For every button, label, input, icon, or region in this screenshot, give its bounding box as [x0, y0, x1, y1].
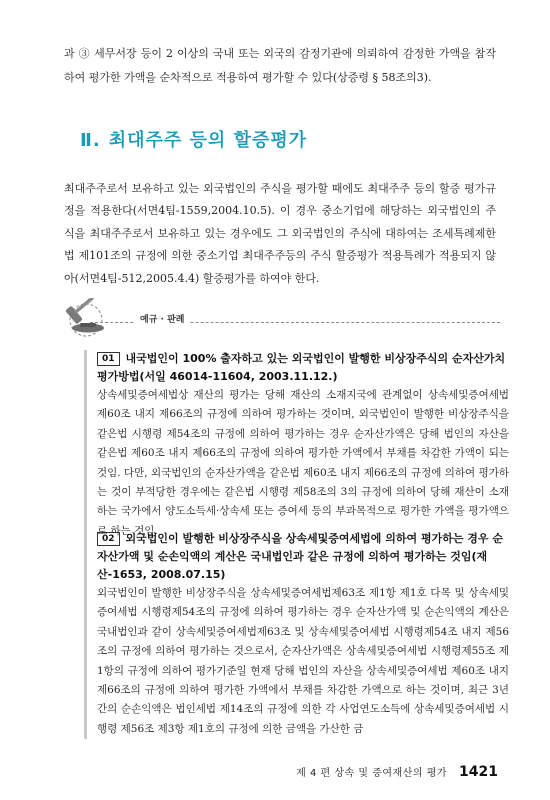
gavel-icon: [60, 298, 120, 338]
reference-label: 예규 · 판례: [134, 312, 190, 325]
reference-header: [60, 298, 500, 338]
case-block-02: [84, 530, 509, 739]
case-title: [97, 530, 509, 584]
case-title: [97, 350, 509, 386]
page-number: 1421: [459, 764, 498, 780]
section-number: Ⅱ.: [80, 130, 101, 151]
case-number-badge: 02: [97, 532, 120, 546]
case-text: 외국법인이 발행한 비상장주식을 상속세및증여세법제63조 제1항 제1호 다목 및 상속세및증여세법 시행령제54조의 규정에 의하여 평가하는 경우 순자산가액 및 순손익액의 계산은 국내법인과 같이 상속세및증여세법제63조 및 상속세및증여세법 시행령제54조 내지 제56조의 규정에 의하여 평가하는 것으로서, 순자산가액은 상속세및증여세법 시행령제55조 제1항의 규정에 의하여 평가기준일 현재 당해 법인의 자산을 상속세및증여세법 제60조 내지 제66조의 규정에 의하여 평가한 가액에서 부채를 차감한 가액으로 하는 것이며, 최근 3년간의 순손익액은 법인세법 제14조의 규정에 의한 각 사업연도소득에 상속세및증여세법 시행령 제56조 제3항 제1호의 규정에 의한 금액을 가산한 금: [97, 587, 509, 735]
case-title-text: 내국법인이 100% 출자하고 있는 외국법인이 발행한 비상장주식의 순자산가치평가방법(서일 46014-11604, 2003.11.12.): [97, 352, 506, 383]
section-paragraph: 최대주주로서 보유하고 있는 외국법인의 주식을 평가할 때에도 최대주주 등의 할증 평가규정을 적용한다(서면4팀-1559,2004.10.5). 이 경우 중소기업에 해당하는 외국법인의 주식을 최대주주로서 보유하고 있는 경우에도 그 외국법인의 주식에 대하여는 조세특례제한법 제101조의 규정에 의한 중소기업 최대주주등의 주식 할증평가 적용특례가 적용되지 않아(서면4팀-512,2005.4.4) 할증평가를 하여야 한다.: [64, 182, 496, 285]
case-text: 상속세및증여세법상 재산의 평가는 당해 재산의 소재지국에 관계없이 상속세및증여세법 제60조 내지 제66조의 규정에 의하여 평가하는 것이며, 외국법인이 발행한 비상장주식을 같은법 시행령 제54조의 규정에 의하여 평가하는 경우 순자산가액은 당해 법인의 자산을 같은법 제60조 내지 제66조의 규정에 의하여 평가한 가액에서 부채를 차감한 가액이 되는 것임. 다만, 외국법인의 순자산가액을 같은법 제60조 내지 제66조의 규정에 의하여 평가하는 것이 부적당한 경우에는 같은법 시행령 제58조의 3의 규정에 의하여 당해 재산이 소재하는 국가에서 양도소득세·상속세 또는 증여세 등의 부과목적으로 평가한 가액을 평가액으로 하는 것임.: [97, 389, 509, 537]
page-footer: [296, 764, 498, 780]
footer-chapter: 제 4 편 상속 및 증여재산의 평가: [296, 768, 448, 779]
section-title: 최대주주 등의 할증평가: [108, 130, 308, 151]
case-block-01: [84, 350, 509, 541]
intro-text: 과 ③ 세무서장 등이 2 이상의 국내 또는 외국의 감정기관에 의뢰하여 감정한 가액을 참작하여 평가한 가액을 순차적으로 적용하여 평가할 수 있다(상증령 § 58조의3).: [64, 47, 496, 84]
case-number-badge: 01: [97, 352, 120, 366]
section-heading: [80, 126, 307, 152]
case-title-text: 외국법인이 발행한 비상장주식을 상속세및증여세법에 의하여 평가하는 경우 순자산가액 및 순손익액의 계산은 국내법인과 같은 규정에 의하여 평가하는 것임(재산-1653, 2008.07.15): [97, 532, 503, 581]
intro-paragraph: [64, 42, 496, 90]
